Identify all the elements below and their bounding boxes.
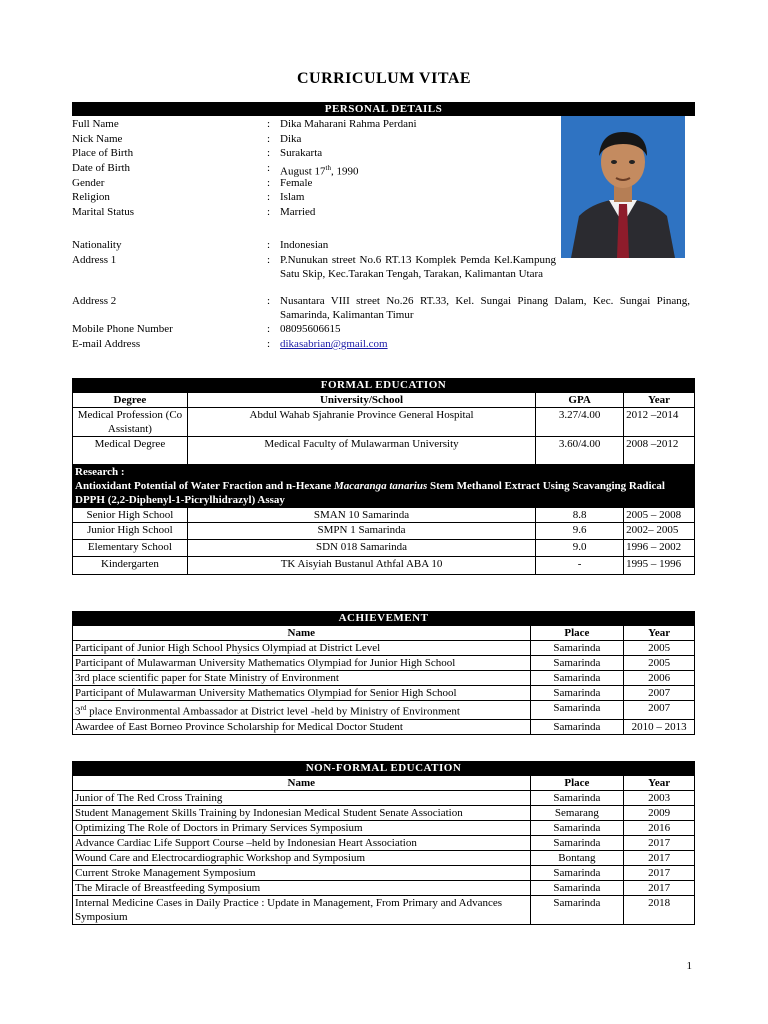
col-name: Name [73, 626, 531, 641]
pd-value: Surakarta [280, 147, 323, 159]
cell-place: Samarinda [530, 836, 624, 851]
table-row [73, 821, 695, 836]
table-row [73, 508, 695, 523]
cell-name: Participant of Mulawarman University Mathematics Olympiad for Junior High School [73, 656, 531, 671]
cell-place: Samarinda [530, 719, 624, 734]
cell-place: Semarang [530, 806, 624, 821]
table-header-row [73, 393, 695, 408]
pd-address-2 [72, 294, 692, 322]
table-row [73, 719, 695, 734]
cell-year: 2016 [624, 821, 695, 836]
cell-name: Participant of Mulawarman University Mathematics Olympiad for Senior High School [73, 686, 531, 701]
pd-colon: : [267, 133, 271, 145]
cell-place: Samarinda [530, 686, 624, 701]
cell-degree: Medical Profession (Co Assistant) [73, 408, 188, 437]
formal-education-table [72, 392, 695, 575]
research-label: Research : [75, 466, 125, 478]
cell-place: Samarinda [530, 641, 624, 656]
pd-label: Date of Birth [72, 162, 131, 174]
pd-colon: : [267, 254, 271, 266]
pd-colon: : [267, 295, 271, 307]
cell-year: 2008 –2012 [624, 437, 695, 465]
research-row [73, 465, 695, 508]
table-row [73, 671, 695, 686]
cell-name: Current Stroke Management Symposium [73, 866, 531, 881]
cell-name: Junior of The Red Cross Training [73, 791, 531, 806]
pd-label: Address 2 [72, 295, 117, 307]
cell-name: Wound Care and Electrocardiographic Workshop and Symposium [73, 851, 531, 866]
cell-name: 3rd place scientific paper for State Ministry of Environment [73, 671, 531, 686]
pd-label: E-mail Address [72, 338, 141, 350]
cell-year: 2012 –2014 [624, 408, 695, 437]
pd-label: Marital Status [72, 206, 135, 218]
cell-name: Student Management Skills Training by Indonesian Medical Student Senate Association [73, 806, 531, 821]
table-row [73, 656, 695, 671]
pd-colon: : [267, 323, 271, 335]
cell-name-num: 3 [75, 705, 81, 718]
cell-name-text: place Environmental Ambassador at District level -held by Ministry of Environment [86, 705, 460, 718]
email-link[interactable]: dikasabrian@gmail.com [280, 338, 388, 350]
pd-colon: : [267, 206, 271, 218]
cell-year: 2005 [624, 656, 695, 671]
table-row [73, 557, 695, 575]
person-portrait-icon [561, 116, 685, 258]
table-row [73, 836, 695, 851]
pd-value: 08095606615 [280, 323, 341, 335]
pd-label: Nationality [72, 239, 122, 251]
col-place: Place [530, 776, 624, 791]
cell-year: 2009 [624, 806, 695, 821]
cell-school: SDN 018 Samarinda [187, 540, 535, 557]
cell-name: Participant of Junior High School Physics Olympiad at District Level [73, 641, 531, 656]
pd-value [280, 337, 555, 351]
pd-label: Nick Name [72, 133, 123, 145]
pd-colon: : [267, 177, 271, 189]
table-row [73, 408, 695, 437]
table-row [73, 896, 695, 925]
cell-place: Samarinda [530, 881, 624, 896]
table-row [73, 437, 695, 465]
cell-degree: Elementary School [73, 540, 188, 557]
cell-name: Optimizing The Role of Doctors in Primary Services Symposium [73, 821, 531, 836]
cell-name [73, 701, 531, 720]
col-place: Place [530, 626, 624, 641]
table-header-row [73, 776, 695, 791]
cell-place: Samarinda [530, 671, 624, 686]
cell-school: Abdul Wahab Sjahranie Province General Hospital [187, 408, 535, 437]
cell-gpa: 3.60/4.00 [536, 437, 624, 465]
table-row [73, 540, 695, 557]
cell-place: Bontang [530, 851, 624, 866]
pd-label: Gender [72, 177, 105, 189]
pd-value: Dika [280, 133, 302, 145]
achievement-header: ACHIEVEMENT [72, 611, 695, 625]
table-row [73, 523, 695, 540]
col-name: Name [73, 776, 531, 791]
profile-photo [561, 116, 685, 258]
research-title-species: Macaranga tanarius [334, 480, 428, 492]
pd-value: P.Nunukan street No.6 RT.13 Komplek Pemda Kel.Kampung Satu Skip, Kec.Tarakan Tengah, Tarakan, Kalimantan Utara [280, 254, 556, 280]
cell-place: Samarinda [530, 701, 624, 720]
cell-year: 2017 [624, 836, 695, 851]
cell-year: 2007 [624, 701, 695, 720]
col-year: Year [624, 626, 695, 641]
cell-gpa: 8.8 [536, 508, 624, 523]
cell-year: 2005 [624, 641, 695, 656]
nonformal-education-header: NON-FORMAL EDUCATION [72, 761, 695, 775]
pd-email [72, 337, 692, 351]
cell-gpa: - [536, 557, 624, 575]
col-degree: Degree [73, 393, 188, 408]
pd-colon: : [267, 239, 271, 251]
research-cell [73, 465, 695, 508]
pd-colon: : [267, 118, 271, 130]
cell-year: 2017 [624, 866, 695, 881]
cell-school: SMAN 10 Samarinda [187, 508, 535, 523]
table-row [73, 686, 695, 701]
cell-gpa: 3.27/4.00 [536, 408, 624, 437]
cell-school: Medical Faculty of Mulawarman University [187, 437, 535, 465]
pd-value: Islam [280, 191, 305, 203]
col-gpa: GPA [536, 393, 624, 408]
table-row [73, 641, 695, 656]
cell-place: Samarinda [530, 896, 624, 925]
cell-degree: Medical Degree [73, 437, 188, 465]
cell-name: Internal Medicine Cases in Daily Practice : Update in Management, From Primary and Advances Symposium [73, 896, 531, 925]
pd-value: Female [280, 177, 313, 189]
cell-gpa: 9.0 [536, 540, 624, 557]
pd-value: Indonesian [280, 239, 329, 251]
formal-education-header: FORMAL EDUCATION [72, 378, 695, 392]
pd-value: Dika Maharani Rahma Perdani [280, 118, 417, 130]
cell-degree: Junior High School [73, 523, 188, 540]
cell-year: 2003 [624, 791, 695, 806]
cell-year: 2017 [624, 851, 695, 866]
document-title: CURRICULUM VITAE [296, 70, 472, 87]
cell-school: SMPN 1 Samarinda [187, 523, 535, 540]
dob-year: , 1990 [330, 165, 359, 178]
cell-place: Samarinda [530, 791, 624, 806]
col-school: University/School [187, 393, 535, 408]
table-header-row [73, 626, 695, 641]
page-number: 1 [686, 960, 692, 972]
cell-degree: Kindergarten [73, 557, 188, 575]
nonformal-education-table [72, 775, 695, 925]
dob-day: August 17 [280, 165, 326, 178]
cell-year: 2007 [624, 686, 695, 701]
pd-colon: : [267, 162, 271, 174]
table-row [73, 701, 695, 720]
research-title-post: Stem Methanol Extract Using Scavanging Radical DPPH (2,2-Diphenyl-1-Picrylhidrazyl) Assay [75, 480, 665, 506]
pd-label: Religion [72, 191, 110, 203]
table-row [73, 806, 695, 821]
cell-name: Advance Cardiac Life Support Course –held by Indonesian Heart Association [73, 836, 531, 851]
cell-year: 2005 – 2008 [624, 508, 695, 523]
pd-value: Married [280, 206, 316, 218]
achievement-table [72, 625, 695, 735]
pd-label: Place of Birth [72, 147, 134, 159]
table-row [73, 866, 695, 881]
cell-gpa: 9.6 [536, 523, 624, 540]
pd-value: Nusantara VIII street No.26 RT.33, Kel. Sungai Pinang Dalam, Kec. Sungai Pinang, Samarinda, Kalimantan Timur [280, 295, 690, 321]
cell-place: Samarinda [530, 821, 624, 836]
dob-suffix: th [325, 164, 331, 172]
pd-label: Address 1 [72, 254, 117, 266]
cell-year: 2006 [624, 671, 695, 686]
pd-label: Mobile Phone Number [72, 323, 173, 335]
research-title [75, 479, 692, 507]
pd-colon: : [267, 147, 271, 159]
cell-year: 2018 [624, 896, 695, 925]
cell-year: 2002– 2005 [624, 523, 695, 540]
cell-year: 1995 – 1996 [624, 557, 695, 575]
table-row [73, 791, 695, 806]
cell-place: Samarinda [530, 866, 624, 881]
cell-name-suffix: rd [80, 704, 87, 712]
pd-address-1 [72, 253, 692, 295]
research-title-pre: Antioxidant Potential of Water Fraction and n-Hexane [75, 480, 335, 492]
table-row [73, 851, 695, 866]
table-row [73, 881, 695, 896]
cell-school: TK Aisyiah Bustanul Athfal ABA 10 [187, 557, 535, 575]
cell-degree: Senior High School [73, 508, 188, 523]
cell-year: 1996 – 2002 [624, 540, 695, 557]
cell-year: 2017 [624, 881, 695, 896]
cell-year: 2010 – 2013 [624, 719, 695, 734]
pd-colon: : [267, 338, 271, 350]
col-year: Year [624, 393, 695, 408]
col-year: Year [624, 776, 695, 791]
cell-name: The Miracle of Breastfeeding Symposium [73, 881, 531, 896]
cell-place: Samarinda [530, 656, 624, 671]
cell-name: Awardee of East Borneo Province Scholarship for Medical Doctor Student [73, 719, 531, 734]
pd-mobile-phone [72, 322, 692, 336]
pd-label: Full Name [72, 118, 119, 130]
pd-colon: : [267, 191, 271, 203]
personal-details-header: PERSONAL DETAILS [72, 102, 695, 116]
